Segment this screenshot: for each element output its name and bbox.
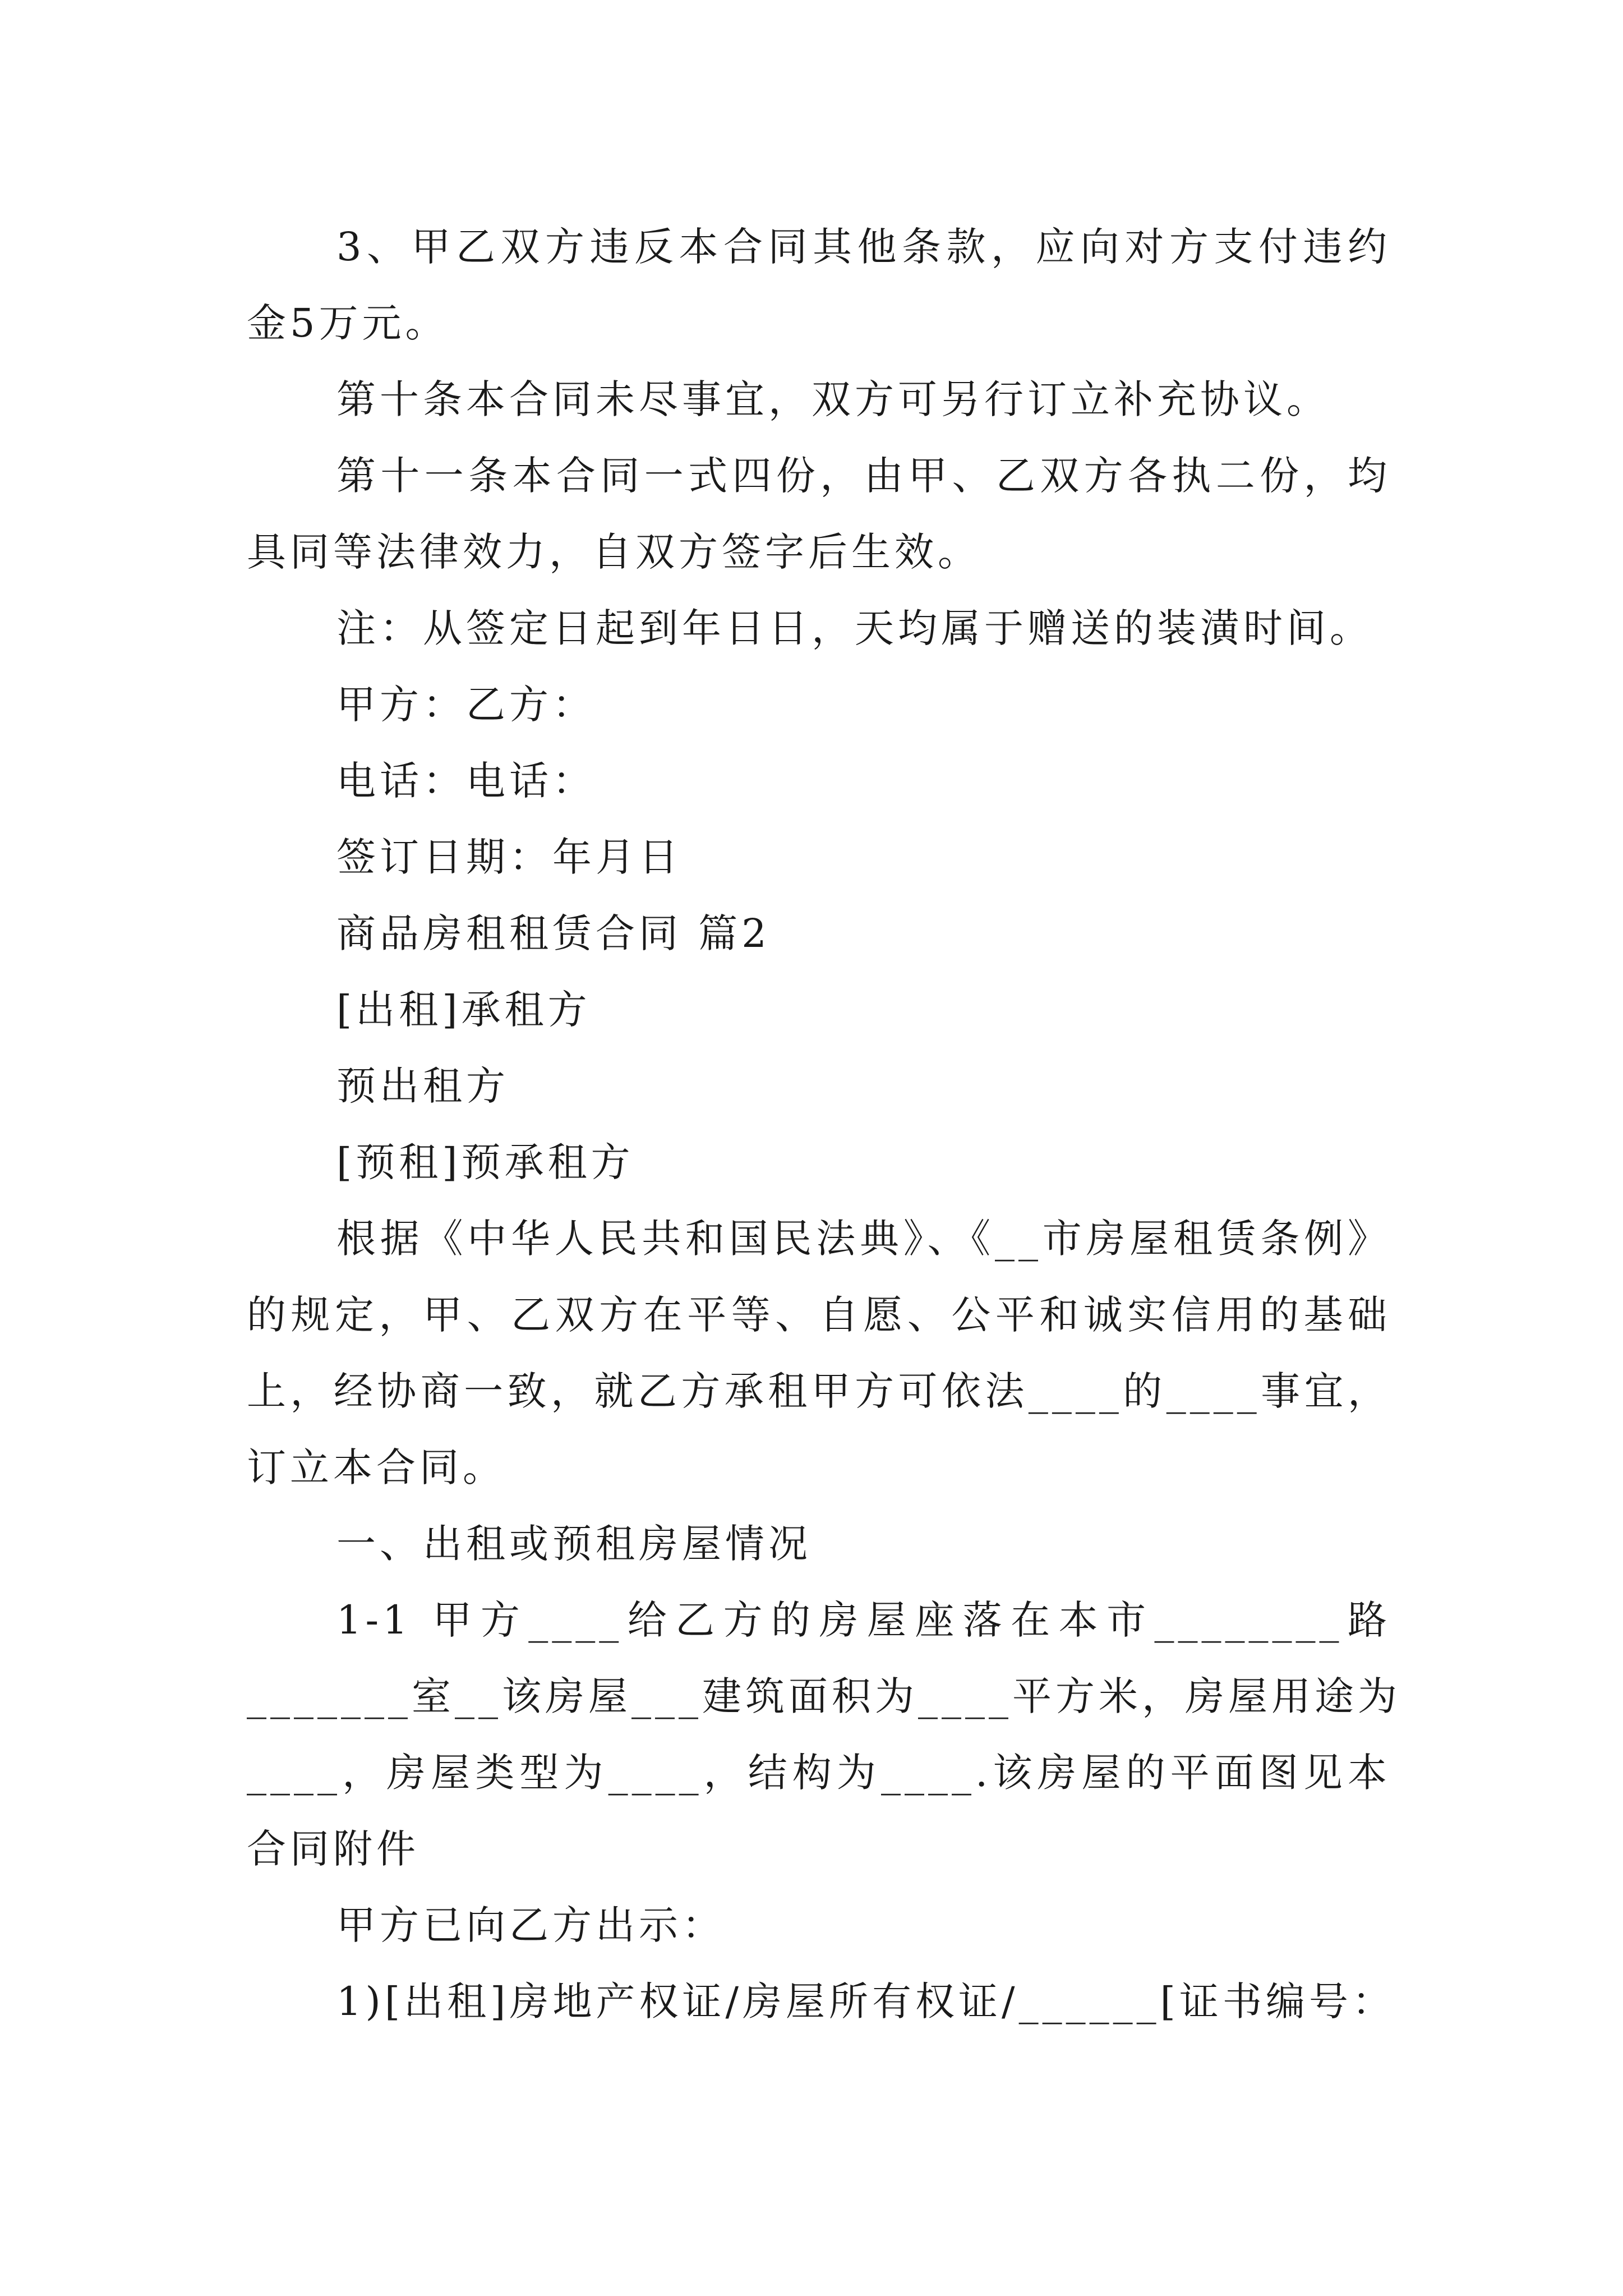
shown-documents-item-1: 1)[出租]房地产权证/房屋所有权证/______[证书编号： [336, 1978, 1395, 2024]
clause-1-1-line-2: _______室__该房屋___建筑面积为____平方米，房屋用途为 [247, 1673, 1401, 1719]
section-title-2: 商品房租租赁合同 篇2 [336, 910, 771, 956]
signature-phones: 电话：电话： [336, 758, 596, 804]
preamble-line-2: 的规定，甲、乙双方在平等、自愿、公平和诚实信用的基础 [247, 1292, 1391, 1338]
clause-10: 第十条本合同未尽事宜，双方可另行订立补充协议。 [336, 376, 1330, 422]
party-pre-lessor: 预出租方 [336, 1063, 509, 1109]
clause-11-line-2: 具同等法律效力，自双方签字后生效。 [247, 529, 981, 575]
clause-penalty-line-1: 3、甲乙双方违反本合同其他条款，应向对方支付违约 [336, 224, 1391, 270]
signing-date: 签订日期：年月日 [336, 834, 682, 880]
signature-parties: 甲方：乙方： [336, 682, 596, 728]
shown-documents-heading: 甲方已向乙方出示： [336, 1902, 725, 1948]
chapter-1-heading: 一、出租或预租房屋情况 [336, 1521, 811, 1567]
clause-1-1-line-4: 合同附件 [247, 1826, 419, 1872]
clause-11-line-1: 第十一条本合同一式四份，由甲、乙双方各执二份，均 [336, 453, 1391, 499]
note-decoration-period: 注：从签定日起到年日日，天均属于赠送的装潢时间。 [336, 605, 1373, 651]
clause-1-1-line-3: ____，房屋类型为____，结构为____.该房屋的平面图见本 [247, 1750, 1391, 1796]
preamble-line-4: 订立本合同。 [247, 1444, 506, 1490]
clause-1-1-line-1: 1-1 甲方____给乙方的房屋座落在本市________路 [336, 1597, 1391, 1643]
clause-penalty-line-2: 金5万元。 [247, 300, 449, 346]
preamble-line-3: 上，经协商一致，就乙方承租甲方可依法____的____事宜， [247, 1368, 1391, 1414]
party-pre-lessee: [预租]预承租方 [336, 1139, 634, 1185]
preamble-line-1: 根据《中华人民共和国民法典》、《__市房屋租赁条例》 [336, 1216, 1391, 1262]
party-lessee: [出租]承租方 [336, 987, 591, 1033]
